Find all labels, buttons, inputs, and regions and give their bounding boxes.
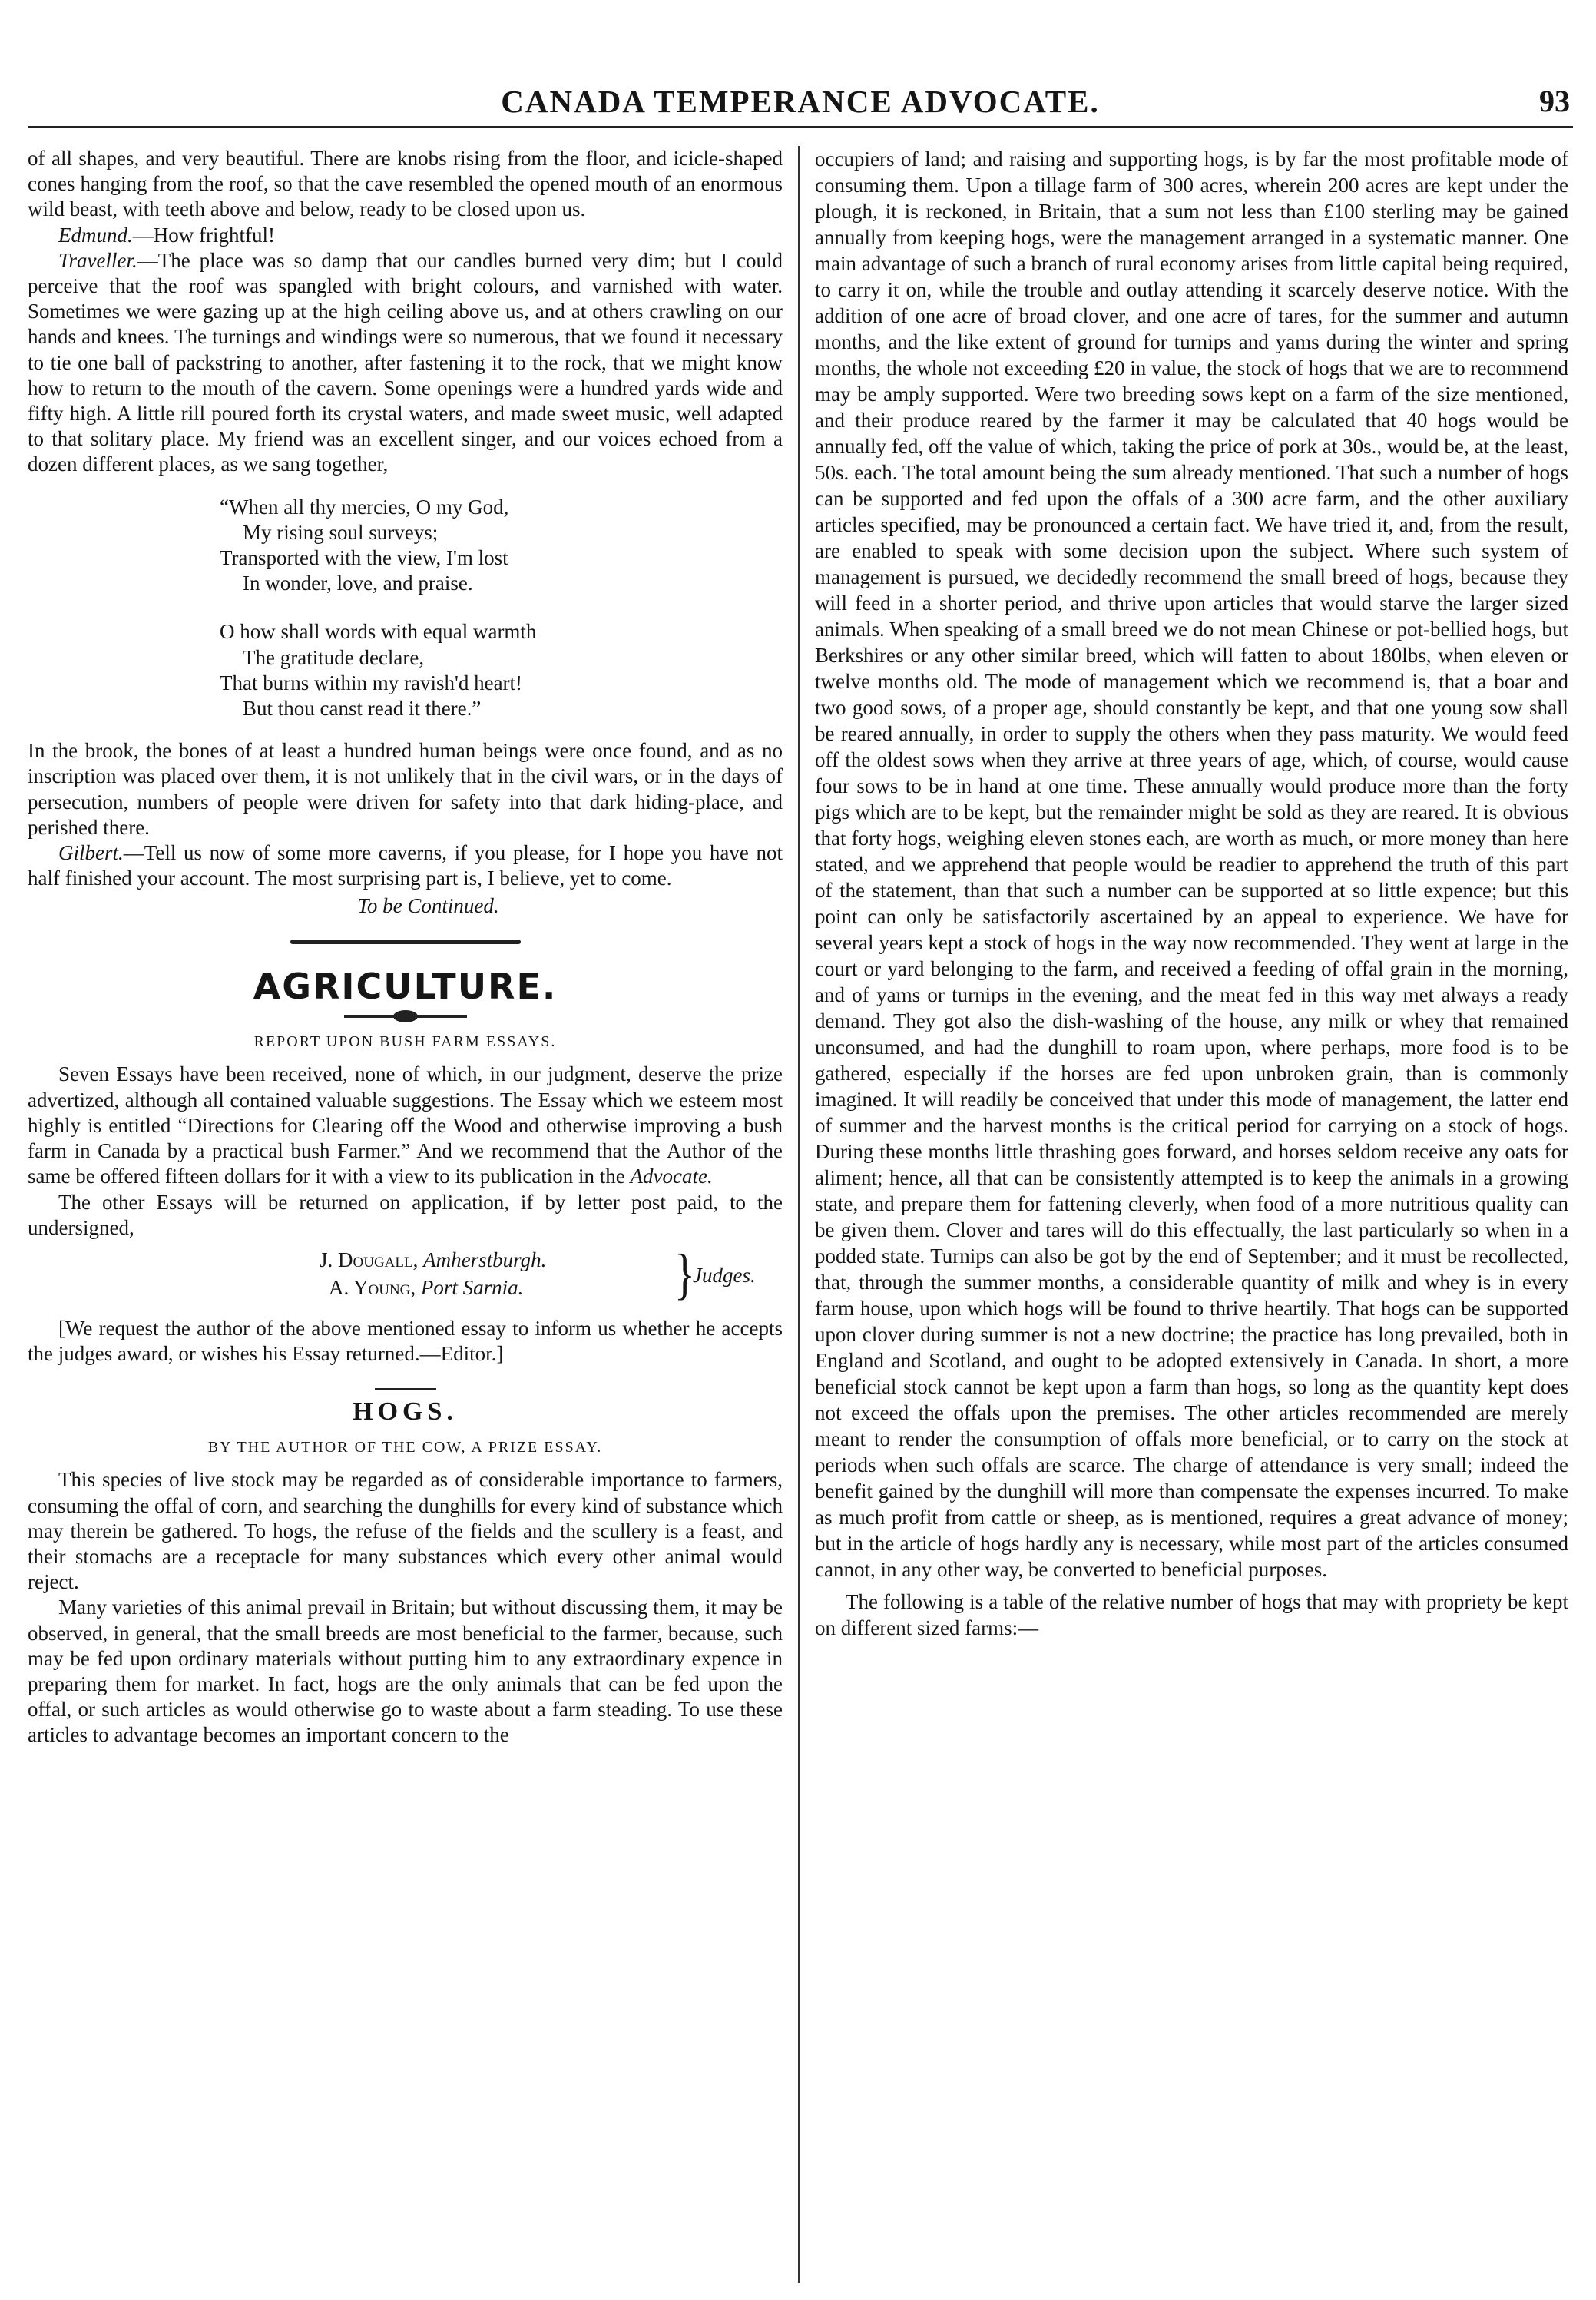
paragraph-text: Seven Essays have been received, none of which, in our judgment, deserve the prize advertized, although all contained valuable suggestions. The Essay which we esteem most highly is entitled “Directions for Clearing off the Wood and otherwise improving a bush farm in Canada by a practical bush Farmer.” And we recommend that the Author of the same be offered fifteen dollars for it with a view to its publication in the [28, 1062, 783, 1188]
speaker-name: Gilbert. [58, 841, 124, 865]
article-heading: REPORT UPON BUSH FARM ESSAYS. [253, 1033, 557, 1051]
poem-line: In wonder, love, and praise. [243, 572, 473, 595]
judges-signature [28, 1243, 783, 1308]
article-byline: BY THE AUTHOR OF THE COW, A PRIZE ESSAY. [207, 1439, 603, 1457]
right-column [798, 146, 1568, 2283]
judge-name: A. Young, [329, 1275, 416, 1299]
paragraph: The following is a table of the relative number of hogs that may with propriety be kept on different sized farms:— [815, 1590, 1568, 1639]
section-title: AGRICULTURE. [253, 966, 558, 1008]
newspaper-title: CANADA TEMPERANCE ADVOCATE. [501, 84, 1100, 119]
page-number: 93 [1539, 84, 1570, 118]
dialogue-text: —The place was so damp that our candles burned very dim; but I could perceive that the roof was spangled with bright colours, and varnished with water. Sometimes we were gazing up at the high ceiling above us, and at others crawling on our hands and knees. The turnings and windings were so numerous, that we found it necessary to tie one ball of packstring to another, after fastening it to the rock, that we might know how to return to the mouth of the cavern. Some openings were a hundred yards wide and fifty high. A little rill poured forth its crystal waters, and made sweet music, well adapted to that solitary place. My friend was an excellent singer, and our voices echoed from a dozen different places, as we sang together, [28, 248, 783, 476]
page-header [28, 83, 1573, 128]
dialogue-paragraph [28, 248, 783, 478]
paragraph: Many varieties of this animal prevail in Britain; but without discussing them, it may be observed, in general, that the small breeds are most beneficial to the farmer, because, such may be fed upon ordinary materials without putting him to any extraordinary expence in preparing them for market. In fact, hogs are the only animals that can be fed upon the offal, or such articles as would otherwise go to waste about a farm steading. To use these articles to advantage becomes an important concern to the [28, 1596, 783, 1747]
publication-name: Advocate. [630, 1165, 713, 1188]
paragraph: of all shapes, and very beautiful. There are knobs rising from the floor, and icicle-shaped cones hanging from the roof, so that the cave resembled the opened mouth of an enormous wild beast, with teeth above and below, ready to be closed upon us. [28, 147, 783, 221]
columns [28, 146, 1573, 2283]
paragraph: occupiers of land; and raising and supporting hogs, is by far the most profitable mode of consuming them. Upon a tillage farm of 300 acres, wherein 200 acres are kept under the plough, it is reckoned, in Britain, that a sum not less than £100 sterling may be gained annually from keeping hogs, were the management arranged in a systematic manner. One main advantage of such a branch of rural economy arises from little capital being required, to carry it on, while the trouble and outlay attending it scarcely deserve notice. With the addition of one acre of broad clover, and one acre of tares, for the summer and autumn months, and the like extent of ground for turnips and yams during the winter and spring months, the whole not exceeding £20 in value, the stock of hogs that we are to recommend may be amply supported. Were two breeding sows kept on a farm of the size mentioned, and their produce reared by the farmer it may be calculated that 40 hogs would be annually fed, off the value of which, taking the price of pork at 30s., would be, at the least, 50s. each. The total amount being the sum already mentioned. That such a number of hogs can be supported and fed upon the offals of a 300 acre farm, and the other auxiliary articles specified, may be pronounced a certain fact. We have tried it, and, from the result, are enabled to speak with some decision upon the subject. Where such system of management is pursued, we decidedly recommend the small breed of hogs, because they will feed in a shorter period, and thrive upon articles that would starve the larger sized animals. When speaking of a small breed we do not mean Chinese or pot-bellied hogs, but Berkshires or any other similar breed, which will fatten to about 180lbs, when eleven or twelve months old. The mode of management which we recommend is, that a boar and two good sows, of a proper age, should constantly be kept, and that one young sow shall be reared annually, in order to supply the others when they pass maturity. We would feed off the oldest sows when they arrive at three years of age, which, of course, would cause four sows to be in hand at one time. These annually would produce more than the forty pigs which are to be kept, but the remainder might be sold as they are reared. It is obvious that forty hogs, weighing eleven stones each, are worth as much, or more money than here stated, and we apprehend that people would be readier to apprehend the truth of this part of the statement, than that such a number can be supported at so little expence; but this point can only be satisfactorily ascertained by an appeal to experience. We have for several years kept a stock of hogs in the way now recommended. They went at large in the court or yard belonging to the farm, and received a feeding of offal grain in the morning, and of yams or turnips in the evening, and the meat fed in this way met always a ready demand. They got also the dish-washing of the house, any milk or whey that remained unconsumed, and had the dunghill to roam upon, where perhaps, more food is to be gathered, especially if the horses are fed upon unbroken grain, than is commonly imagined. It will readily be conceived that under this mode of management, the latter end of summer and the harvest months is the critical period for carrying on a stock of hogs. During these months little thrashing goes forward, and horses seldom receive any oats for aliment; hence, all that can be consistently attempted is to keep the animals in a growing state, and prepare them for fattening cleverly, when food of a more nutritious quality can be given them. Clover and tares will do this effectually, the last particularly so when in a podded state. Turnips can also be got by the end of September; and it must be recollected, that, through the summer months, a considerable quantity of milk and whey is in every farm house, upon which hogs will be found to thrive heartily. That hogs can be supported upon clover during summer is not a new doctrine; the practice has long prevailed, both in England and Scotland, and ought to be adopted extensively in Canada. In short, a more beneficial stock cannot be kept upon a farm than hogs, so long as the quantity kept does not exceed the offals upon the premises. The other articles recommended are merely meant to render the consumption of offals more beneficial, or to carry on the stock at periods when such offals are scarce. The charge of attendance is very small; indeed the benefit gained by the dunghill will more than compensate the expenses incurred. To make as much profit from cattle or sheep, as is mentioned, requires a great advance of money; but in the article of hogs hardly any is necessary, while most part of the articles consumed cannot, in any other way, be converted to beneficial purposes. [815, 147, 1568, 1581]
dialogue-text: —How frightful! [132, 223, 275, 247]
article-title: HOGS. [353, 1397, 458, 1427]
poem-stanza [220, 495, 783, 597]
poem-line: The gratitude declare, [243, 645, 425, 669]
brace-glyph: } [674, 1243, 695, 1306]
poem-line: My rising soul surveys; [243, 520, 439, 544]
judge-place: Amherstburgh. [423, 1248, 547, 1271]
paragraph: The other Essays will be returned on application, if by letter post paid, to the undersigned, [28, 1190, 783, 1239]
editor-note: [We request the author of the above mentioned essay to inform us whether he accepts the judges award, or wishes his Essay returned.—Editor.] [28, 1316, 783, 1366]
poem-line: “When all thy mercies, O my God, [220, 495, 509, 519]
poem [220, 495, 783, 722]
left-column [28, 146, 798, 2283]
poem-line: That burns within my ravish'd heart! [220, 671, 523, 694]
ornament-rule [344, 1015, 467, 1018]
dialogue-paragraph [28, 223, 783, 248]
paragraph: This species of live stock may be regarded as of considerable importance to farmers, consuming the offal of corn, and searching the dunghills for every kind of substance which may therein be gathered. To hogs, the refuse of the fields and the scullery is a feast, and their stomachs are a receptacle for many substances which every other animal would reject. [28, 1468, 783, 1594]
paragraph: In the brook, the bones of at least a hundred human beings were once found, and as no inscription was placed over them, it is not unlikely that in the civil wars, or in the days of persecution, numbers of people were driven for safety into that dark hiding-place, and perished there. [28, 739, 783, 839]
poem-line: But thou canst read it there.” [243, 697, 482, 721]
dialogue-text: —Tell us now of some more caverns, if you please, for I hope you have not half finished your account. The most surprising part is, I believe, yet to come. [28, 841, 783, 890]
judges-label: Judges. [693, 1263, 756, 1287]
judge-place: Port Sarnia. [420, 1275, 524, 1299]
judge-line [329, 1276, 523, 1300]
section-divider [290, 940, 521, 944]
judge-line [320, 1248, 546, 1272]
short-divider [375, 1388, 436, 1390]
to-be-continued: To be Continued. [357, 894, 499, 918]
poem-line: Transported with the view, I'm lost [220, 546, 508, 570]
judge-name: J. Dougall, [320, 1248, 419, 1271]
dialogue-paragraph [28, 840, 783, 891]
speaker-name: Traveller. [58, 248, 137, 272]
poem-line: O how shall words with equal warmth [220, 620, 537, 644]
speaker-name: Edmund. [58, 223, 133, 247]
paragraph [28, 1062, 783, 1189]
poem-stanza [220, 619, 783, 721]
